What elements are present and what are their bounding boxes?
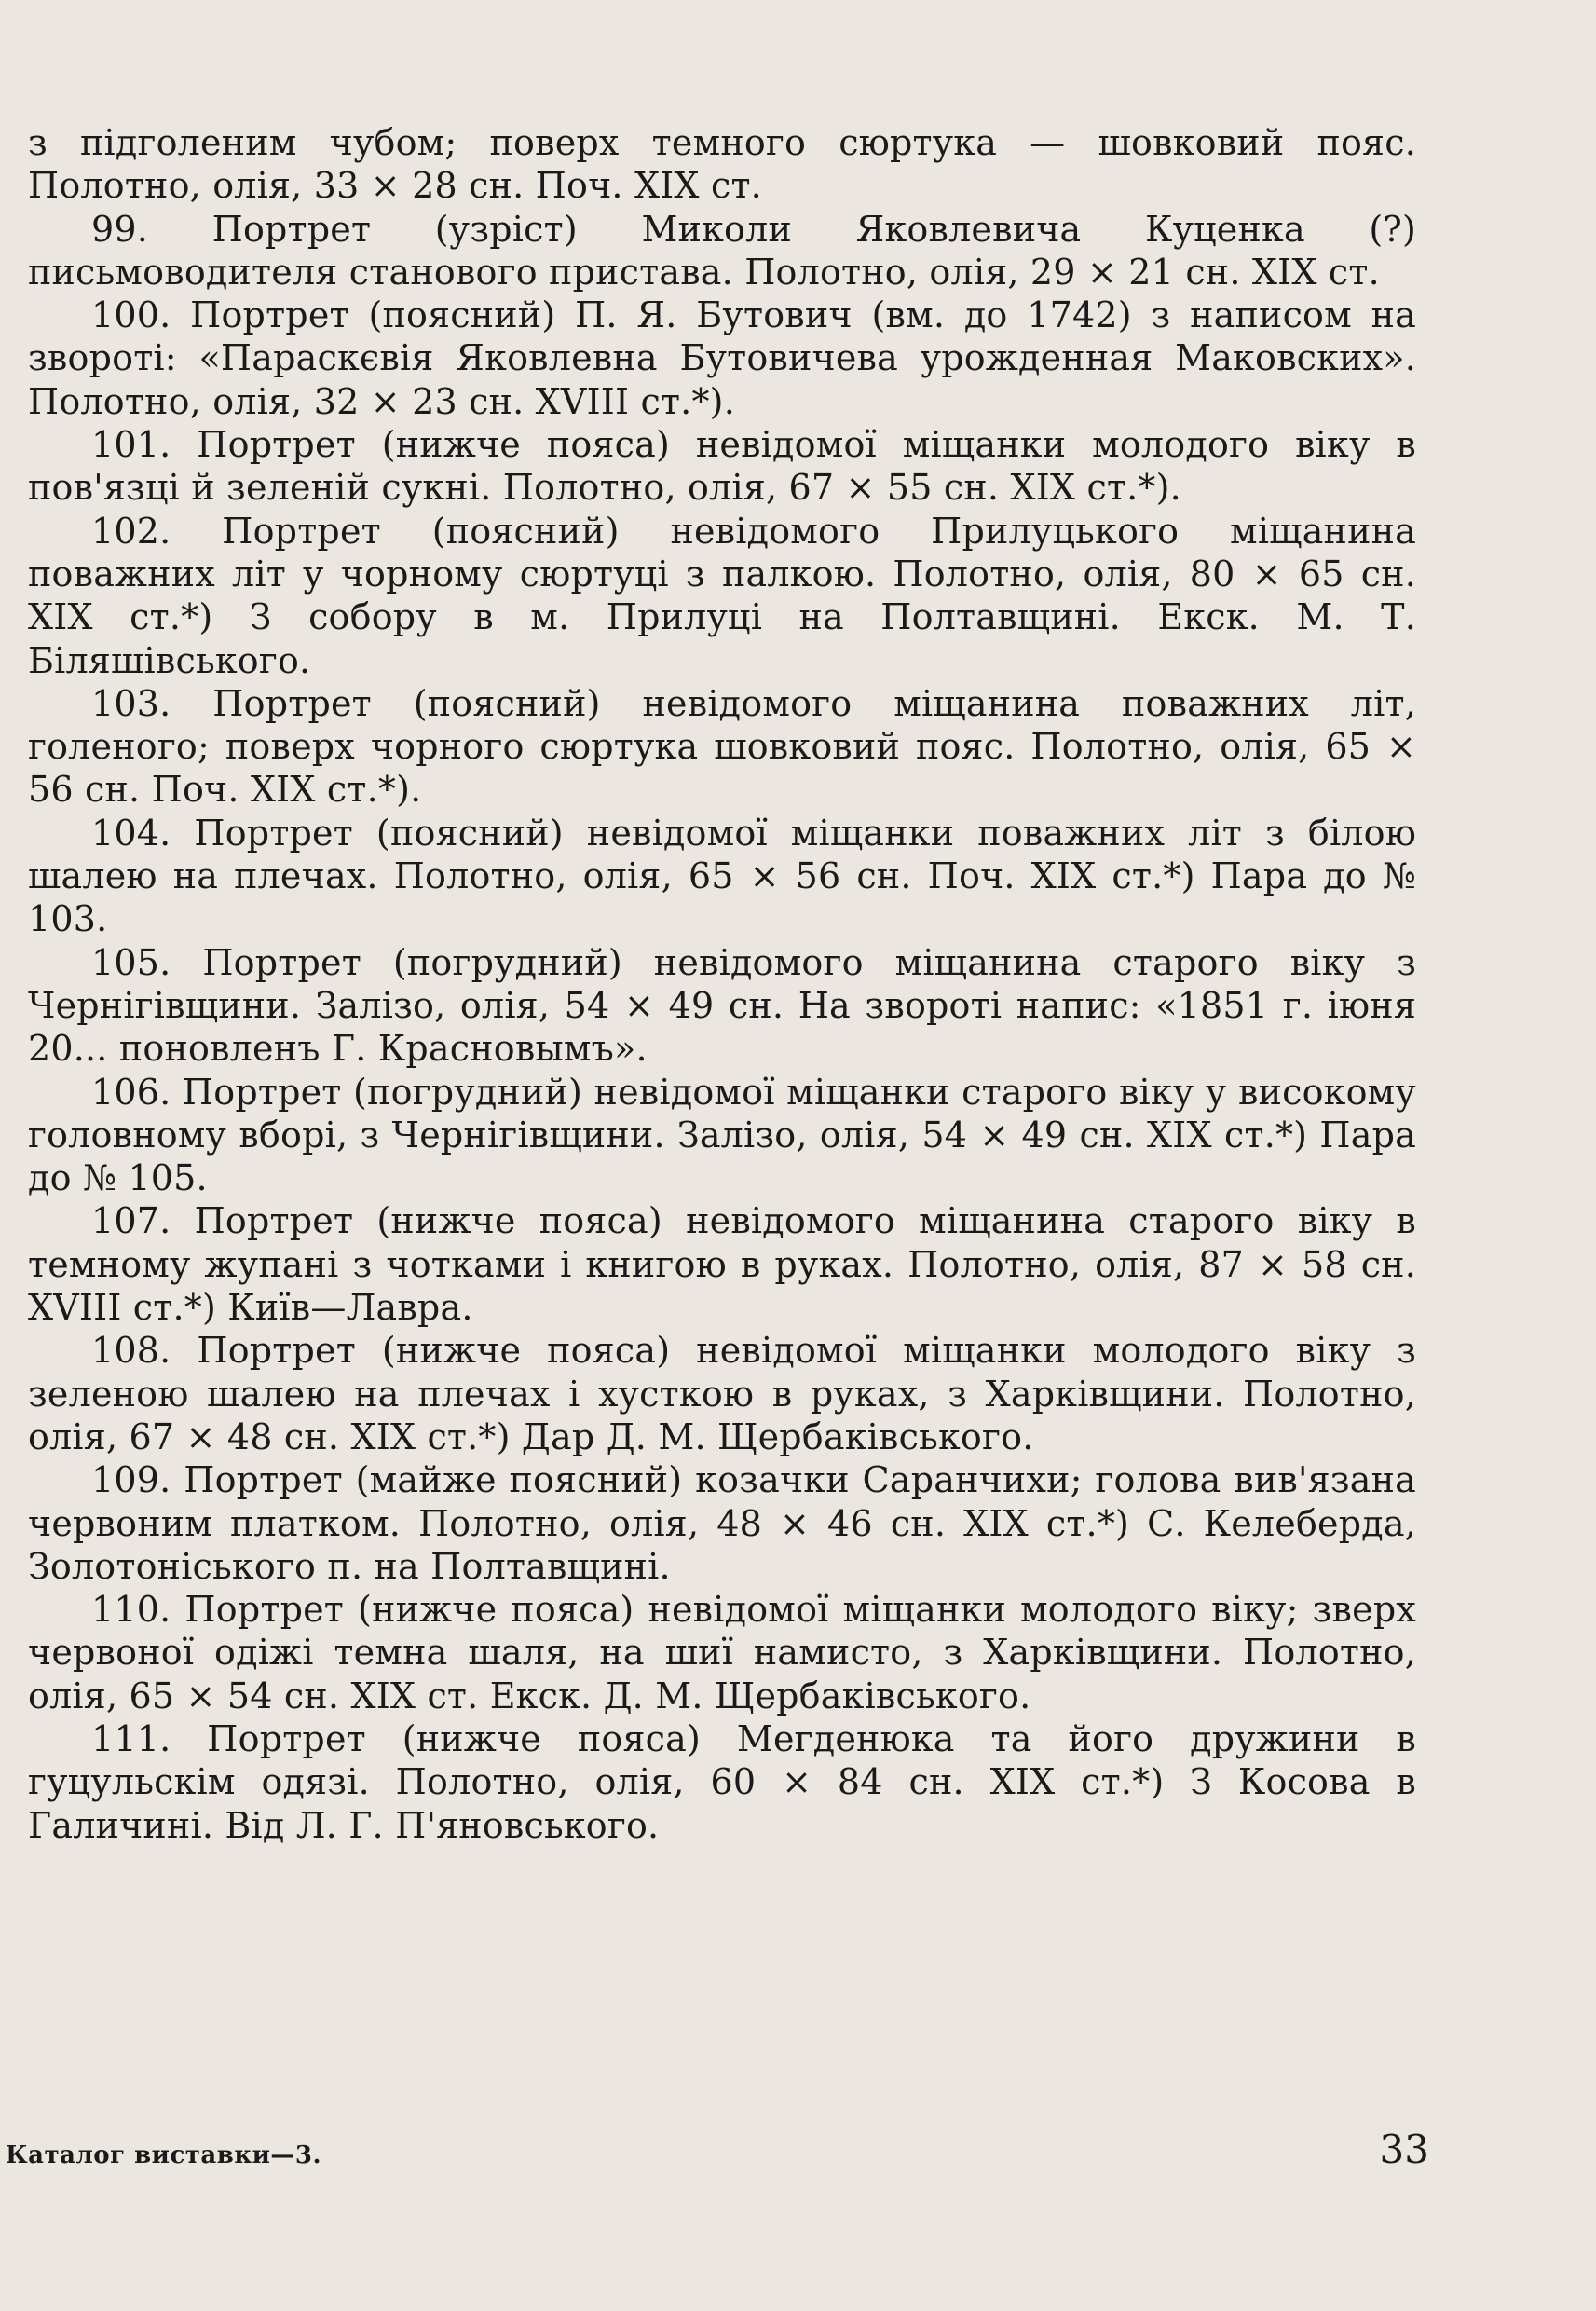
entry-101: 101. Портрет (нижче пояса) невідомої міщанки молодого віку в пов'язці й зеленій сукні. Полотно, олія, 67 × 55 сн. XIX ст.*). [28, 424, 1416, 509]
entry-102: 102. Портрет (поясний) невідомого Прилуцького міщанина поважних літ у чорному сюртуці з палкою. Полотно, олія, 80 × 65 сн. XIX ст.*) З собору в м. Прилуці на Полтавщині. Екск. М. Т. Біляшівського. [28, 510, 1416, 681]
entry-110: 110. Портрет (нижче пояса) невідомої міщанки молодого віку; зверх червоної одіжі темна шаля, на шиї намисто, з Харківщини. Полотно, олія, 65 × 54 сн. XIX ст. Екск. Д. М. Щербаківського. [28, 1589, 1416, 1716]
entry-106: 106. Портрет (погрудний) невідомої міщанки старого віку у високому головному вборі, з Чернігівщини. Залізо, олія, 54 × 49 сн. XIX ст.*) Пара до № 105. [28, 1071, 1416, 1199]
catalog-label: Каталог виставки—3. [6, 2141, 322, 2169]
entry-108: 108. Портрет (нижче пояса) невідомої міщанки молодого віку з зеленою шалею на плечах і хусткою в руках, з Харківщини. Полотно, олія, 67 × 48 сн. XIX ст.*) Дар Д. М. Щербаківського. [28, 1330, 1416, 1457]
catalog-entries [28, 121, 1416, 1847]
entry-continuation: з підголеним чубом; поверх темного сюртука — шовковий пояс. Полотно, олія, 33 × 28 сн. Поч. XIX ст. [28, 122, 1416, 207]
entry-107: 107. Портрет (нижче пояса) невідомого міщанина старого віку в темному жупані з чотками і книгою в руках. Полотно, олія, 87 × 58 сн. XVIII ст.*) Київ—Лавра. [28, 1200, 1416, 1329]
entry-103: 103. Портрет (поясний) невідомого міщанина поважних літ, голеного; поверх чорного сюртука шовковий пояс. Полотно, олія, 65 × 56 сн. Поч. XIX ст.*). [28, 682, 1416, 811]
entry-105: 105. Портрет (погрудний) невідомого міщанина старого віку з Чернігівщини. Залізо, олія, 54 × 49 сн. На звороті напис: «1851 г. іюня 20... поновленъ Г. Красновымъ». [28, 941, 1416, 1070]
entry-99: 99. Портрет (узріст) Миколи Яковлевича Куценка (?) письмоводителя станового пристава. Полотно, олія, 29 × 21 сн. XIX ст. [28, 208, 1416, 293]
page-body [28, 121, 1416, 1847]
entry-111: 111. Портрет (нижче пояса) Мегденюка та його дружини в гуцульскім одязі. Полотно, олія, 60 × 84 сн. XIX ст.*) З Косова в Галичині. Від Л. Г. П'яновського. [28, 1717, 1416, 1846]
page-footer [6, 2126, 1429, 2182]
entry-109: 109. Портрет (майже поясний) козачки Саранчихи; голова вив'язана червоним платком. Полотно, олія, 48 × 46 сн. XIX ст.*) С. Келеберда, Золотоніського п. на Полтавщині. [28, 1459, 1416, 1587]
page-number: 33 [1379, 2126, 1429, 2172]
entry-100: 100. Портрет (поясний) П. Я. Бутович (вм. до 1742) з написом на звороті: «Параскєвія Яковлевна Бутовичева урожденная Маковских». Полотно, олія, 32 × 23 сн. XVIII ст.*). [28, 294, 1416, 422]
entry-104: 104. Портрет (поясний) невідомої міщанки поважних літ з білою шалею на плечах. Полотно, олія, 65 × 56 сн. Поч. XIX ст.*) Пара до № 103. [28, 812, 1416, 940]
